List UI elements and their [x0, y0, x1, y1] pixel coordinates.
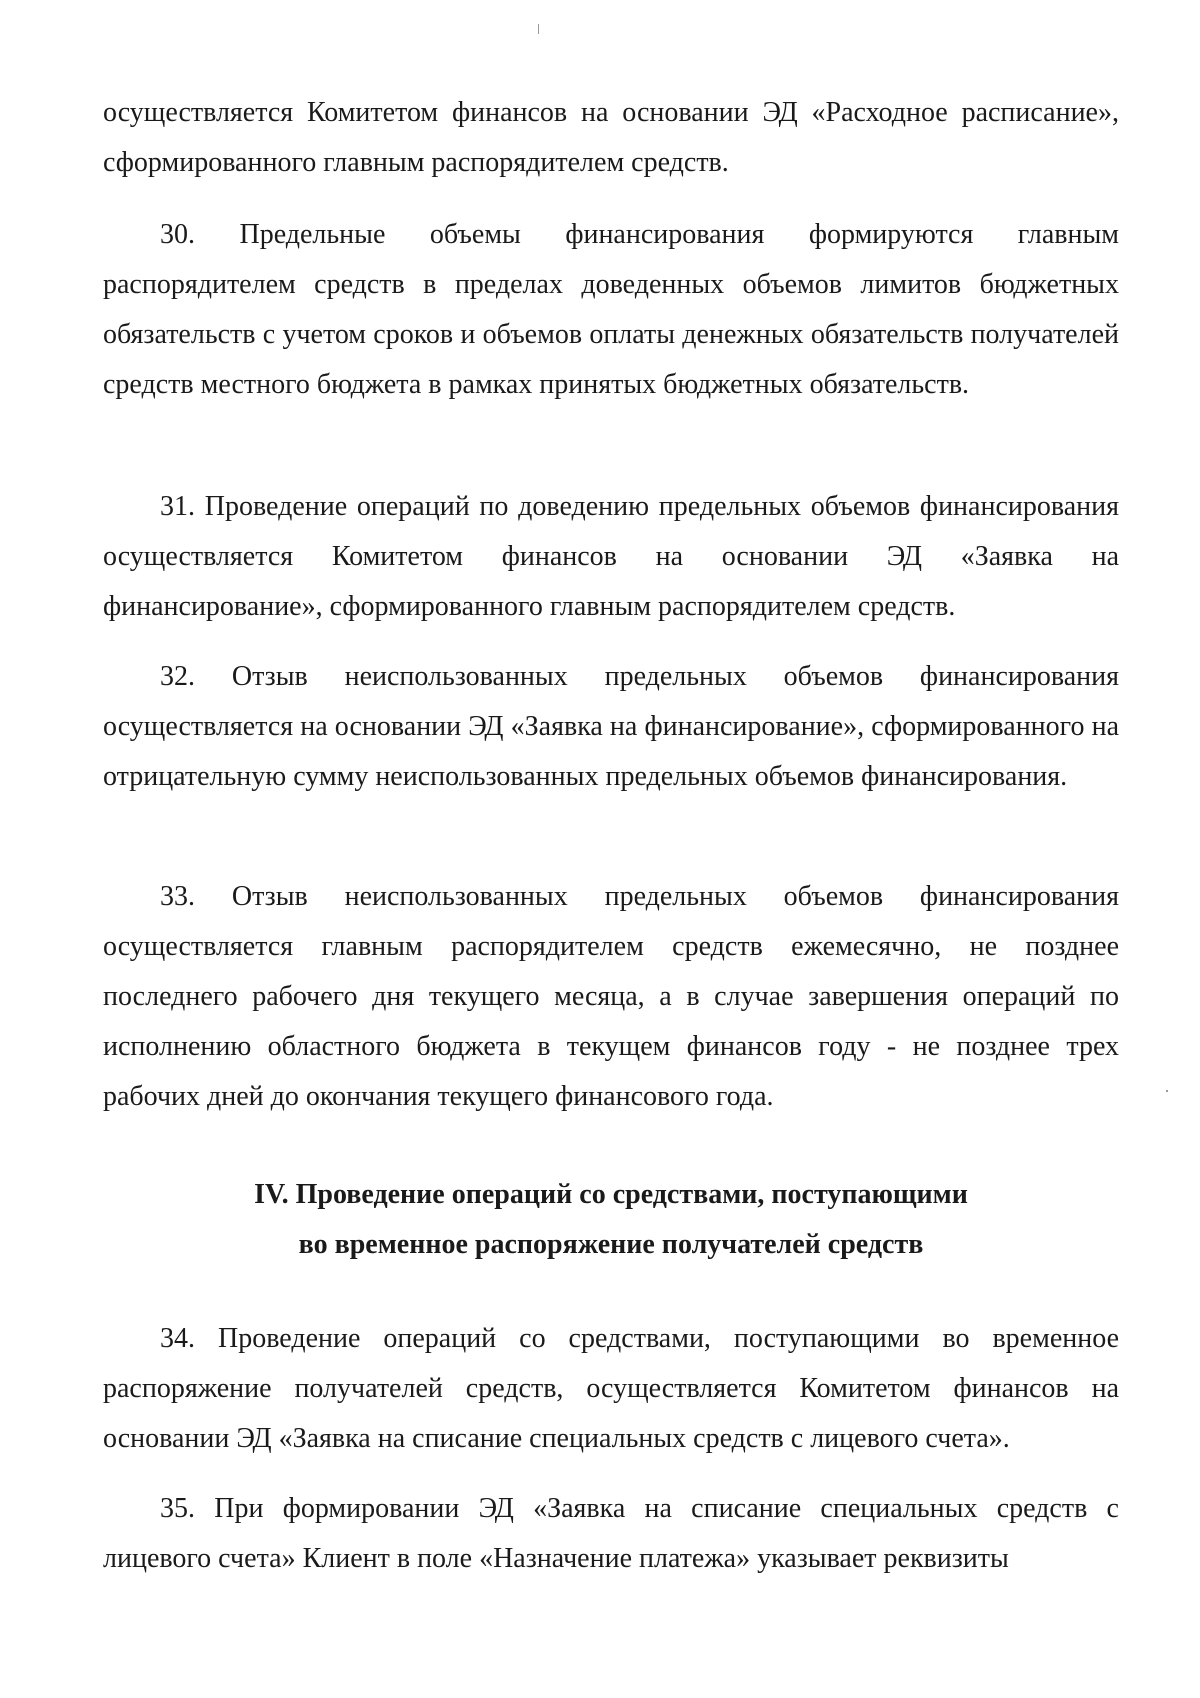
scan-mark: [538, 24, 539, 34]
paragraph-35: 35. При формировании ЭД «Заявка на списание специальных средств с лицевого счета» Клиент в поле «Назначение платежа» указывает реквизиты: [103, 1493, 1119, 1574]
paragraph-continuation: осуществляется Комитетом финансов на основании ЭД «Расходное расписание», сформированного главным распорядителем средств.: [103, 97, 1119, 178]
section-heading: [103, 1170, 1119, 1270]
paragraph-32: 32. Отзыв неиспользованных предельных объемов финансирования осуществляется на основании ЭД «Заявка на финансирование», сформированного на отрицательную сумму неиспользованных предельных объемов финансирования.: [103, 661, 1119, 792]
section-heading-line-2: во временное распоряжение получателей средств: [298, 1229, 924, 1260]
paragraph-34: 34. Проведение операций со средствами, поступающими во временное распоряжение получателей средств, осуществляется Комитетом финансов на основании ЭД «Заявка на списание специальных средств с лицевого счета».: [103, 1323, 1119, 1454]
scan-mark: [1166, 1090, 1168, 1092]
paragraph-31: 31. Проведение операций по доведению предельных объемов финансирования осуществляется Комитетом финансов на основании ЭД «Заявка на финансирование», сформированного главным распорядителем средств.: [103, 491, 1119, 622]
paragraph-30: 30. Предельные объемы финансирования формируются главным распорядителем средств в пределах доведенных объемов лимитов бюджетных обязательств с учетом сроков и объемов оплаты денежных обязательств получателей средств местного бюджета в рамках принятых бюджетных обязательств.: [103, 219, 1119, 400]
paragraph-33: 33. Отзыв неиспользованных предельных объемов финансирования осуществляется главным распорядителем средств ежемесячно, не позднее последнего рабочего дня текущего месяца, а в случае завершения операций по исполнению областного бюджета в текущем финансов году - не позднее трех рабочих дней до окончания текущего финансового года.: [103, 881, 1119, 1112]
section-heading-line-1: IV. Проведение операций со средствами, поступающими: [254, 1179, 968, 1210]
